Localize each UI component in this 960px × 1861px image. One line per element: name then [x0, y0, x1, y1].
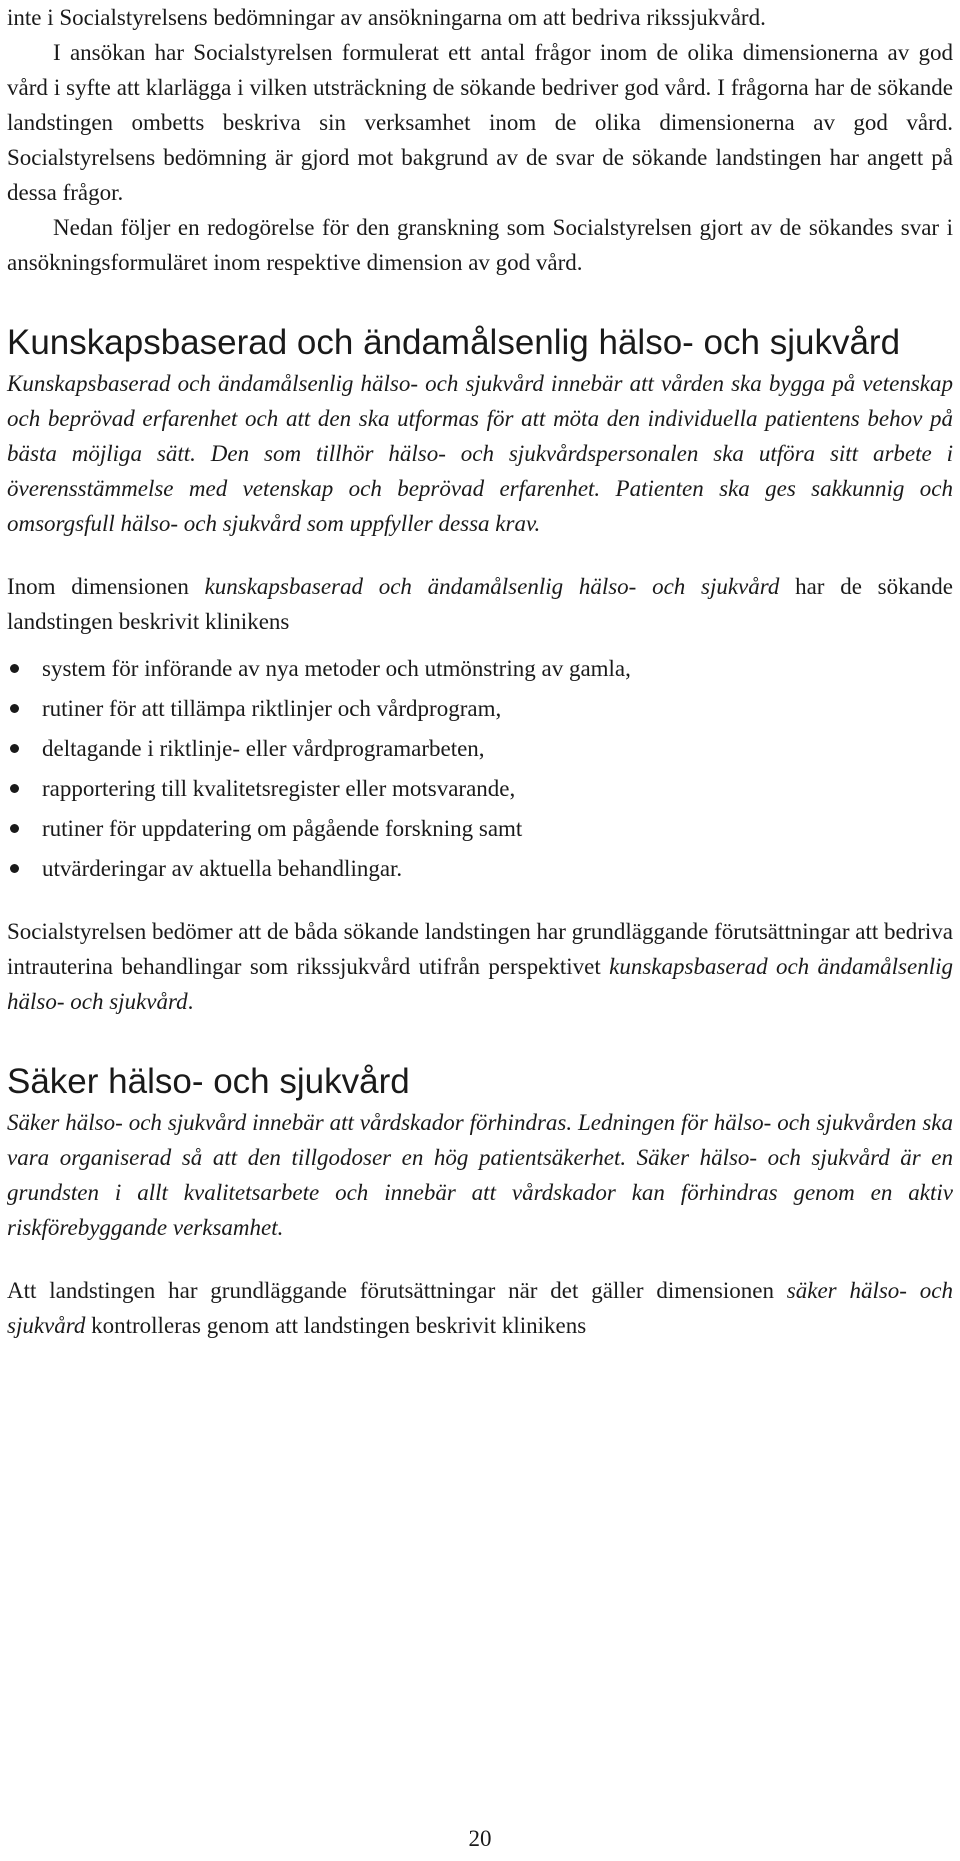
intro-paragraph-3: Nedan följer en redogörelse för den granskning som Socialstyrelsen gjort av de sökandes svar i ansökningsformuläret inom respektive dimension av god vård.: [7, 215, 953, 275]
section1-lead-text-end: har de sökande landstingen beskrivit klinikens: [7, 574, 953, 634]
list-item: rutiner för uppdatering om pågående forskning samt: [7, 811, 953, 846]
document-page: [7, 0, 953, 1343]
section1-lead-text: Inom dimensionen: [7, 574, 205, 599]
intro-paragraph-1: inte i Socialstyrelsens bedömningar av ansökningarna om att bedriva rikssjukvård.: [7, 5, 766, 30]
bullet-list: [7, 651, 953, 886]
list-item: rutiner för att tillämpa riktlinjer och vårdprogram,: [7, 691, 953, 726]
section2-lead-emphasis: säker hälso- och sjukvård: [7, 1278, 953, 1338]
list-item: rapportering till kvalitetsregister eller motsvarande,: [7, 771, 953, 806]
section-heading-kunskapsbaserad: Kunskapsbaserad och ändamålsenlig hälso- och sjukvård: [7, 323, 901, 362]
bullet-icon: [10, 704, 19, 713]
list-item: utvärderingar av aktuella behandlingar.: [7, 851, 953, 886]
section1-definition: Kunskapsbaserad och ändamålsenlig hälso- och sjukvård innebär att vården ska bygga på vetenskap och beprövad erfarenhet och att den ska utformas för att möta den individuella patientens behov på bästa möjliga sätt. Den som tillhör hälso- och sjukvårdspersonalen ska utföra sitt arbete i överensstämmelse med vetenskap och beprövad erfarenhet. Patienten ska ges sakkunnig och omsorgsfull hälso- och sjukvård som uppfyller dessa krav.: [7, 371, 953, 536]
section1-lead: [7, 569, 953, 639]
section1-conclusion-emphasis: kunskapsbaserad och ändamålsenlig hälso- och sjukvård: [7, 954, 953, 1014]
bullet-icon: [10, 784, 19, 793]
intro-paragraph-2: I ansökan har Socialstyrelsen formulerat ett antal frågor inom de olika dimensionerna av god vård i syfte att klarlägga i vilken utsträckning de sökande bedriver god vård. I frågorna har de sökande landstingen ombetts beskriva sin verksamhet inom de olika dimensionerna av god vård. Socialstyrelsens bedömning är gjord mot bakgrund av de svar de sökande landstingen har angett på dessa frågor.: [7, 40, 953, 205]
bullet-icon: [10, 824, 19, 833]
section2-lead-text: Att landstingen har grundläggande förutsättningar när det gäller dimensionen: [7, 1278, 787, 1303]
section2-lead-text-end: kontrolleras genom att landstingen beskrivit klinikens: [85, 1313, 587, 1338]
list-item: deltagande i riktlinje- eller vårdprogramarbeten,: [7, 731, 953, 766]
list-item: system för införande av nya metoder och utmönstring av gamla,: [7, 651, 953, 686]
page-number: 20: [468, 1826, 492, 1851]
section1-conclusion-end: .: [187, 989, 194, 1014]
section-heading-saker: Säker hälso- och sjukvård: [7, 1062, 410, 1101]
section1-conclusion-text: Socialstyrelsen bedömer att de båda sökande landstingen har grundläggande förutsättningar att bedriva intrauterina behandlingar som rikssjukvård utifrån perspektivet: [7, 919, 953, 979]
section1-lead-emphasis: kunskapsbaserad och ändamålsenlig hälso- och sjukvård: [204, 574, 780, 599]
section2-definition: Säker hälso- och sjukvård innebär att vårdskador förhindras. Ledningen för hälso- och sjukvården ska vara organiserad så att den tillgodoser en hög patientsäkerhet. Säker hälso- och sjukvård är en grundsten i allt kvalitetsarbete och innebär att vårdskador kan förhindras genom en aktiv riskförebyggande verksamhet.: [7, 1110, 953, 1240]
bullet-icon: [10, 864, 19, 873]
section1-conclusion: [7, 914, 953, 1019]
section2-lead: [7, 1273, 953, 1343]
bullet-icon: [10, 744, 19, 753]
bullet-icon: [10, 664, 19, 673]
